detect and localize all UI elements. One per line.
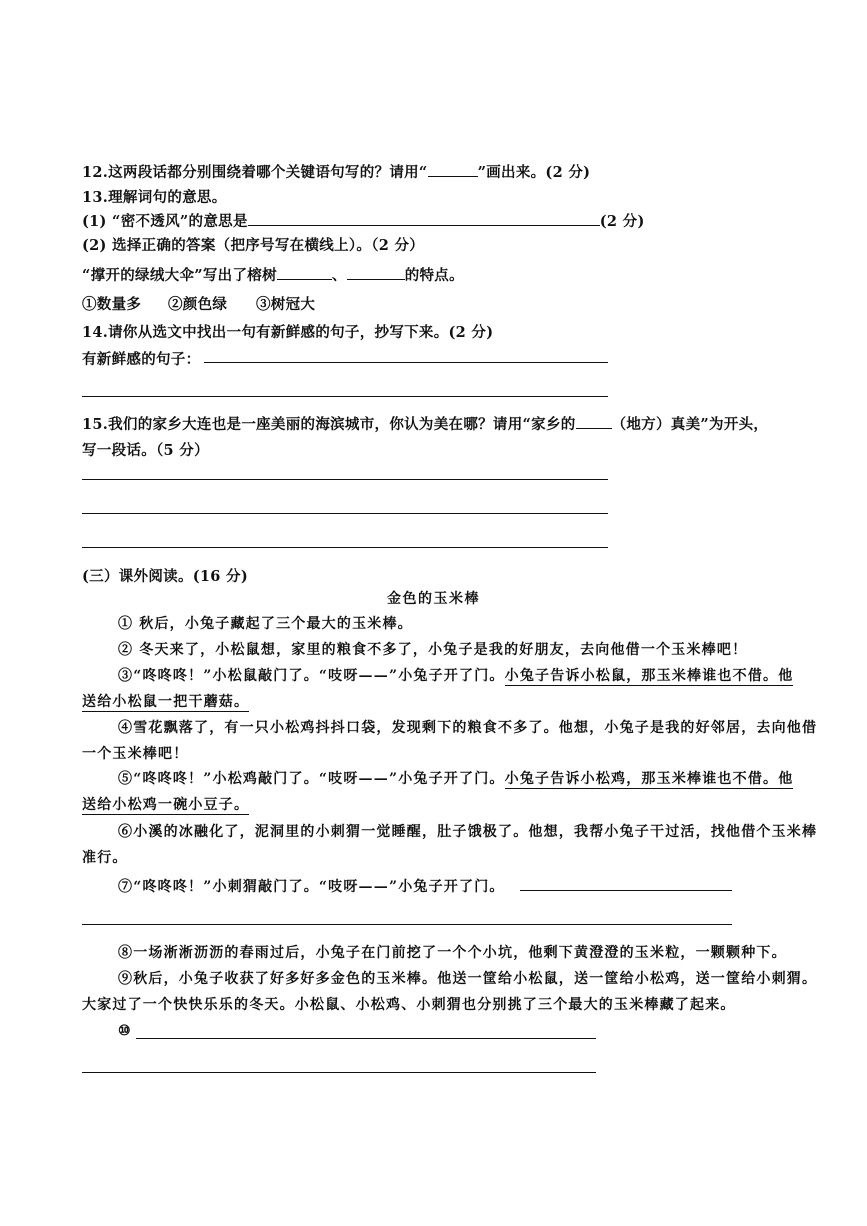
story-p3-underlined-cont: 送给小松鼠一把干蘑菇。 (82, 694, 250, 710)
q13-sentence-a: “撑开的绿绒大伞”写出了榕树 (82, 267, 277, 284)
story-paragraph-4: ④雪花飘落了，有一只小松鸡抖抖口袋，发现剩下的粮食不多了。他想，小兔子是我的好邻居，去向他借 (118, 720, 818, 736)
q13-sentence-b: 的特点。 (404, 267, 464, 284)
story-p5-underlined: 小兔子告诉小松鸡，那玉米棒谁也不借。他 (504, 771, 794, 787)
q13-blank-2[interactable] (347, 267, 405, 280)
story-paragraph-3 (118, 665, 793, 685)
story-paragraph-1: ① 秋后，小兔子藏起了三个最大的玉米棒。 (118, 616, 413, 632)
story-p5-text: ⑤“咚咚咚！”小松鸡敲门了。“吱呀——”小兔子开了门。 (118, 771, 505, 787)
q13-option-3: ③树冠大 (256, 296, 316, 313)
q14-answer-line-1[interactable] (204, 362, 608, 363)
q13-sentence-sep: 、 (331, 267, 347, 284)
p7-answer-line-2[interactable] (82, 924, 732, 925)
story-p3-underlined: 小兔子告诉小松鼠，那玉米棒谁也不借。他 (504, 668, 794, 684)
story-paragraph-3-cont (82, 691, 249, 711)
story-paragraph-5-cont (82, 794, 249, 814)
p10-answer-line-1[interactable] (136, 1038, 596, 1039)
story-paragraph-10-number: ⑩ (118, 1023, 132, 1039)
q13-title: 13.理解词句的意思。 (82, 189, 227, 206)
story-paragraph-5 (118, 768, 793, 788)
q13-option-1: ①数量多 (82, 296, 142, 313)
section-3-title: (三）课外阅读。(16 分) (82, 568, 249, 585)
story-p3-text: ③“咚咚咚！”小松鼠敲门了。“吱呀——”小兔子开了门。 (118, 668, 505, 684)
q13-part1-score: (2 分) (599, 213, 645, 230)
q13-blank-1[interactable] (277, 267, 332, 280)
q15-line-2: 写一段话。（5 分） (82, 442, 209, 459)
q12-blank[interactable] (428, 164, 478, 177)
p10-answer-line-2[interactable] (82, 1072, 596, 1073)
q14-title: 14.请你从选文中找出一句有新鲜感的句子，抄写下来。(2 分) (82, 324, 494, 341)
story-paragraph-9-cont: 大家过了一个快快乐乐的冬天。小松鼠、小松鸡、小刺猬也分别挑了三个最大的玉米棒藏了起来。 (82, 997, 736, 1013)
q13-part1-label: (1) “密不透风”的意思是 (82, 213, 248, 230)
story-paragraph-4-cont: 一个玉米棒吧！ (82, 746, 189, 762)
story-paragraph-6-cont: 准行。 (82, 850, 128, 866)
q15-line-1a: 15.我们的家乡大连也是一座美丽的海滨城市，你认为美在哪？请用“家乡的 (82, 416, 576, 433)
q13-part1 (82, 210, 645, 231)
q13-sentence (82, 264, 464, 285)
q13-option-2: ②颜色绿 (168, 296, 228, 313)
story-paragraph-8: ⑧一场淅淅沥沥的春雨过后，小兔子在门前挖了一个个小坑，他剩下黄澄澄的玉米粒，一颗颗种下。 (118, 945, 787, 961)
question-12 (82, 161, 590, 182)
q15-place-blank[interactable] (576, 416, 612, 429)
q12-text-a: 12.这两段话都分别围绕着哪个关键语句写的？请用“ (82, 164, 428, 181)
q12-text-b: ”画出来。(2 分) (477, 164, 591, 181)
story-paragraph-2: ② 冬天来了，小松鼠想，家里的粮食不多了，小兔子是我的好朋友，去向他借一个玉米棒吧！ (118, 642, 748, 658)
p7-answer-line-1[interactable] (520, 890, 732, 891)
story-title: 金色的玉米棒 (387, 591, 480, 607)
q13-part1-answer-blank[interactable] (248, 213, 600, 226)
q15-answer-line-2[interactable] (82, 513, 608, 514)
q15-answer-line-3[interactable] (82, 547, 608, 548)
q14-label: 有新鲜感的句子： (82, 351, 201, 368)
story-p5-underlined-cont: 送给小松鸡一碗小豆子。 (82, 797, 250, 813)
story-paragraph-7: ⑦“咚咚咚！”小刺猬敲门了。“吱呀——”小兔子开了门。 (118, 879, 505, 895)
q14-answer-line-2[interactable] (82, 396, 608, 397)
q15-line-1b: （地方）真美”为开头， (611, 416, 769, 433)
q15-answer-line-1[interactable] (82, 479, 608, 480)
story-paragraph-9: ⑨秋后，小兔子收获了好多好多金色的玉米棒。他送一筐给小松鼠，送一筐给小松鸡，送一筐给小刺猬。 (118, 971, 818, 987)
story-paragraph-6: ⑥小溪的冰融化了，泥洞里的小刺猬一觉睡醒，肚子饿极了。他想，我帮小兔子干过活，找他借个玉米棒 (118, 824, 818, 840)
q13-part2: (2) 选择正确的答案（把序号写在横线上）。（2 分） (82, 237, 425, 254)
q15-line-1 (82, 413, 768, 434)
